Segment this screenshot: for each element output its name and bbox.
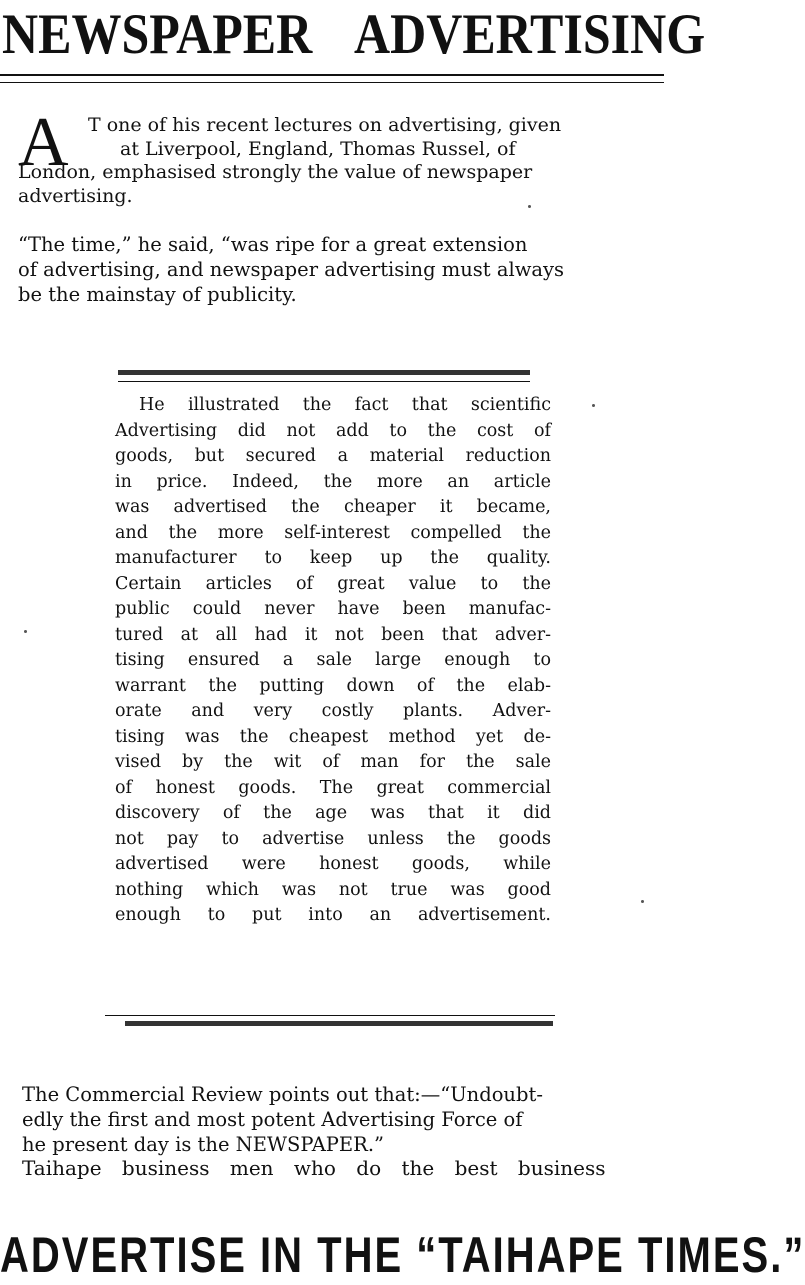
- box-line: Certain articles of great value to the: [115, 573, 551, 594]
- print-speck: [641, 900, 644, 903]
- box-line: manufacturer to keep up the quality.: [115, 548, 551, 568]
- box-top-rule-thin: [118, 381, 530, 382]
- intro-line: London, emphasised strongly the value of newspaper: [18, 161, 533, 183]
- box-line: goods, but secured a material reduction: [115, 446, 551, 466]
- box-line: Advertising did not add to the cost of: [115, 420, 551, 441]
- box-line: tising was the cheapest method yet de-: [115, 726, 551, 747]
- print-speck: [528, 205, 531, 208]
- print-speck: [592, 404, 595, 407]
- box-line: tured at all had it not been that adver-: [115, 624, 551, 645]
- print-speck: [24, 630, 27, 633]
- box-line: not pay to advertise unless the goods: [115, 828, 551, 849]
- box-line: warrant the putting down of the elab-: [115, 675, 551, 696]
- review-paragraph: [22, 1082, 646, 1157]
- review-line: he present day is the NEWSPAPER.”: [22, 1133, 384, 1156]
- review-line: The Commercial Review points out that:—“Undoubt-: [22, 1083, 543, 1106]
- masthead: [0, 0, 706, 83]
- quote-line: “The time,” he said, “was ripe for a great extension: [18, 233, 528, 256]
- box-line: was advertised the cheaper it became,: [115, 497, 551, 517]
- quote-paragraph: [18, 232, 642, 307]
- box-line: vised by the wit of man for the sale: [115, 752, 551, 772]
- quote-line: be the mainstay of publicity.: [18, 283, 297, 306]
- box-line: orate and very costly plants. Adver-: [115, 701, 551, 721]
- box-bottom-rule-thick: [125, 1021, 553, 1026]
- quote-line: of advertising, and newspaper advertising must always: [18, 258, 565, 281]
- box-top-rule-thick: [118, 370, 530, 375]
- masthead-word-advertising: ADVERTISING: [354, 1, 706, 66]
- business-line: Taihape business men who do the best business: [22, 1156, 606, 1180]
- intro-line: T one of his recent lectures on advertising, given: [88, 114, 562, 136]
- box-line: and the more self-interest compelled the: [115, 522, 551, 543]
- masthead-word-newspaper: NEWSPAPER: [2, 1, 313, 66]
- box-line: tising ensured a sale large enough to: [115, 650, 551, 670]
- box-line: He illustrated the fact that scientific: [139, 395, 551, 415]
- review-line: edly the first and most potent Advertising Force of: [22, 1108, 523, 1131]
- masthead-rule-thick: [0, 74, 664, 76]
- box-line: public could never have been manufac-: [115, 599, 551, 619]
- intro-paragraph: [18, 114, 642, 208]
- drop-cap: A: [18, 104, 69, 181]
- masthead-rule-thin: [0, 82, 664, 83]
- box-line: nothing which was not true was good: [115, 879, 551, 900]
- footer-slogan: ADVERTISE IN THE “TAIHAPE TIMES.”: [0, 1228, 805, 1283]
- box-line: enough to put into an advertisement.: [115, 905, 551, 925]
- box-line: advertised were honest goods, while: [115, 854, 551, 874]
- box-line: discovery of the age was that it did: [115, 803, 551, 823]
- box-bottom-rule-thin: [105, 1015, 555, 1016]
- box-line: of honest goods. The great commercial: [115, 777, 551, 798]
- box-line: in price. Indeed, the more an article: [115, 471, 551, 492]
- intro-line: advertising.: [18, 184, 133, 207]
- boxed-article: [115, 393, 551, 929]
- intro-line: at Liverpool, England, Thomas Russel, of: [120, 137, 516, 160]
